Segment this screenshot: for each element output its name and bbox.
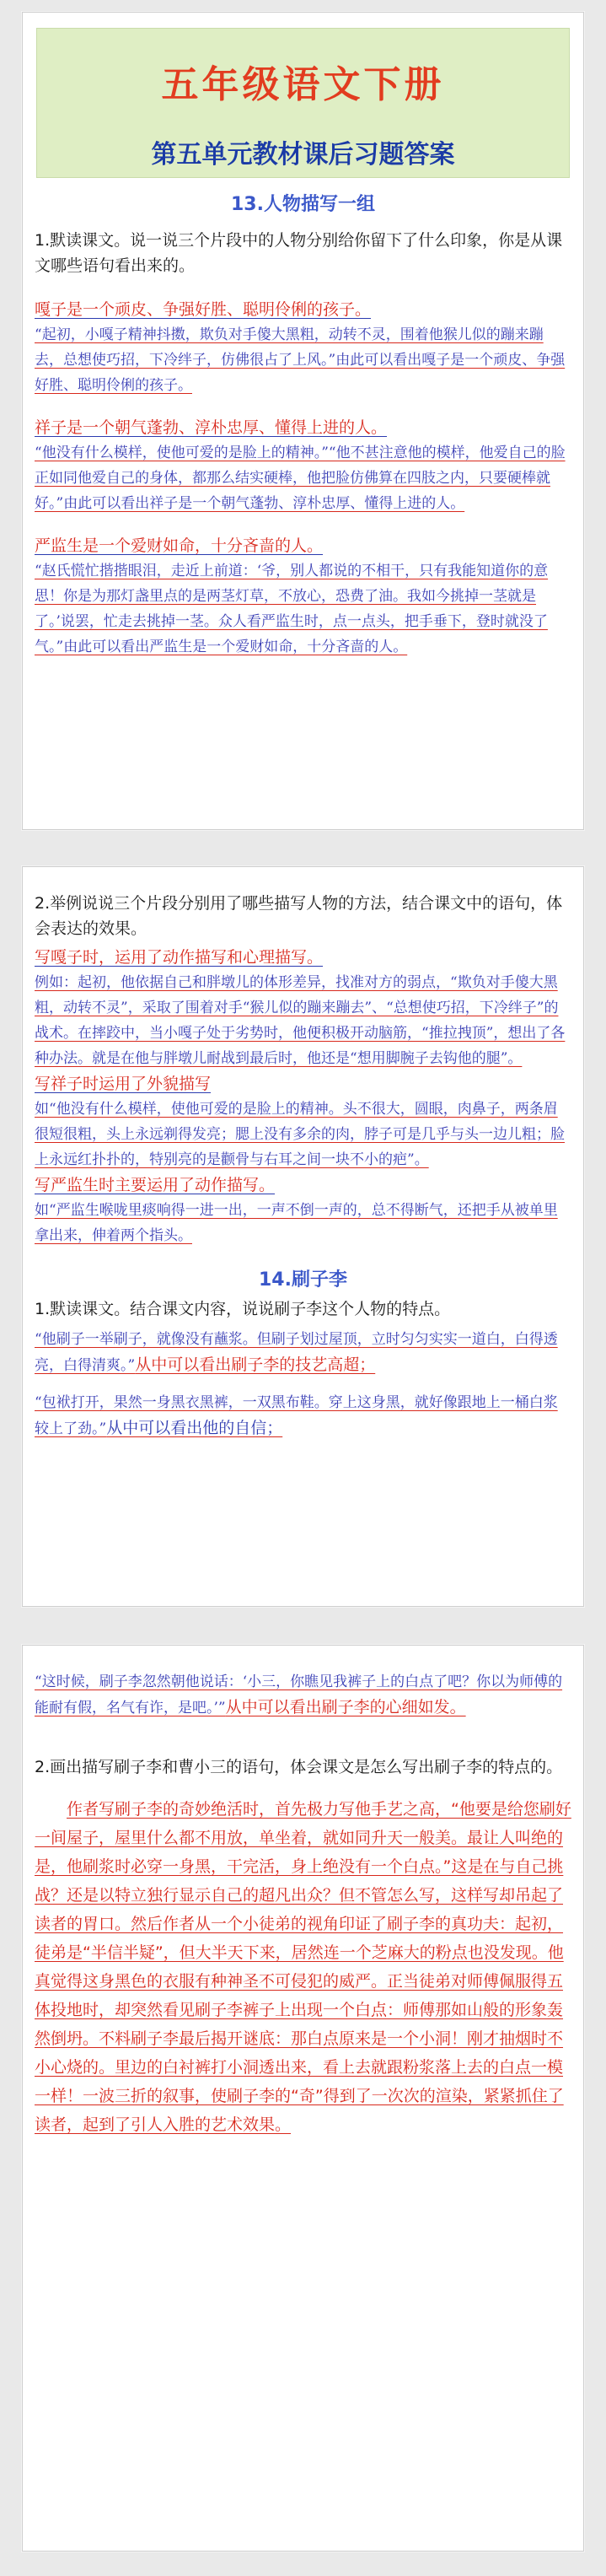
lesson-13-question-2: 2.举例说说三个片段分别用了哪些描写人物的方法，结合课文中的语句，体会表达的效果。 (35, 894, 563, 938)
answer-14-1-meticulous: “这时候，刷子李忽然朝他说话：‘小三，你瞧见我裤子上的白点了吧？你以为师傅的能耐有假，名气有诈，是吧。’”从中可以看出刷子李的心细如发。 (35, 1673, 563, 1716)
lesson-14-title: 14.刷子李 (259, 1269, 347, 1291)
header-banner (36, 28, 570, 178)
lesson-14-question-2: 2.画出描写刷子李和曹小三的语句，体会课文是怎么写出刷子李的特点的。 (35, 1758, 563, 1776)
answer-yanjiansheng-heading: 严监生是一个爱财如命，十分吝啬的人。 (35, 536, 324, 555)
answer-2-gazi-heading: 写嘎子时，运用了动作描写和心理描写。 (35, 948, 324, 967)
answer-xiangzi-heading: 祥子是一个朝气蓬勃、淳朴忠厚、懂得上进的人。 (35, 418, 388, 437)
lesson-13-title: 13.人物描写一组 (231, 194, 375, 215)
page-subtitle: 第五单元教材课后习题答案 (151, 140, 455, 170)
answer-card-1 (22, 12, 584, 830)
answer-14-2: 作者写刷子李的奇妙绝活时，首先极力写他手艺之高，“他要是给您刷好一间屋子，屋里什么都不用放，单坐着，就如同升天一般美。最让人叫绝的是，他刷浆时必穿一身黑，干完活，身上绝没有一个白点。”这是在与自己挑战？还是以特立独行显示自己的超凡出众？但不管怎么写，这样写却吊起了读者的胃口。然后作者从一个小徒弟的视角印证了刷子李的真功夫：起初，徒弟是“半信半疑”，但大半天下来，居然连一个芝麻大的粉点也没发现。他真觉得这身黑色的衣服有种神圣不可侵犯的威严。正当徒弟对师傅佩服得五体投地时，却突然看见刷子李裤子上出现一个白点：师傅那如山般的形象轰然倒坍。不料刷子李最后揭开谜底：那白点原来是一个小洞！刚才抽烟时不小心烧的。里边的白衬裤打小洞透出来，看上去就跟粉浆落上去的白点一模一样！一波三折的叙事，使刷子李的“奇”得到了一次次的渲染，紧紧抓住了读者，起到了引人入胜的艺术效果。 (35, 1800, 571, 2134)
answer-card-3 (22, 1645, 584, 2552)
page-title: 五年级语文下册 (161, 63, 445, 106)
answer-2-xiangzi-example: 如“他没有什么模样，使他可爱的是脸上的精神。头不很大，圆眼，肉鼻子，两条眉很短很粗，头上永远剃得发亮；腮上没有多余的肉，脖子可是几乎与头一边儿粗；脸上永远红扑扑的，特别亮的是颧骨与右耳之间一块不小的疤”。 (35, 1101, 565, 1168)
answer-card-2 (22, 866, 584, 1607)
lesson-13-question-1: 1.默读课文。说一说三个片段中的人物分别给你留下了什么印象，你是从课文哪些语句看出来的。 (35, 231, 563, 275)
answer-yanjiansheng-evidence: “赵氏慌忙揩揩眼泪，走近上前道：‘爷，别人都说的不相干，只有我能知道你的意思！你是为那灯盏里点的是两茎灯草，不放心，恐费了油。我如今挑掉一茎就是了。’说罢，忙走去挑掉一茎。众人看严监生时，点一点头，把手垂下，登时就没了气。”由此可以看出严监生是一个爱财如命，十分吝啬的人。 (35, 563, 549, 655)
answer-2-xiangzi-heading: 写祥子时运用了外貌描写 (35, 1075, 212, 1093)
answer-2-yanjiansheng-heading: 写严监生时主要运用了动作描写。 (35, 1176, 276, 1194)
answer-2-yanjiansheng-example: 如“严监生喉咙里痰响得一进一出，一声不倒一声的，总不得断气，还把手从被单里拿出来，伸着两个指头。 (35, 1202, 558, 1244)
answer-2-gazi-example: 例如：起初，他依据自己和胖墩儿的体形差异，找准对方的弱点，“欺负对手傻大黑粗，动转不灵”，采取了围着对手“猴儿似的蹦来蹦去”、“总想使巧招，下冷绊子”的战术。在摔跤中，当小嘎子处于劣势时，他便积极开动脑筋，“推拉拽顶”，想出了各种办法。就是在他与胖墩儿耐战到最后时，他还是“想用脚腕子去钩他的腿”。 (35, 974, 566, 1067)
lesson-14-question-1: 1.默读课文。结合课文内容，说说刷子李这个人物的特点。 (35, 1300, 451, 1318)
answer-gazi-heading: 嘎子是一个顽皮、争强好胜、聪明伶俐的孩子。 (35, 300, 372, 319)
answer-14-1-skill: “他刷子一举刷子，就像没有蘸浆。但刷子划过屋顶，立时匀匀实实一道白，白得透亮，白得清爽。”从中可以看出刷子李的技艺高超； (35, 1331, 558, 1374)
answer-gazi-evidence: “起初，小嘎子精神抖擞，欺负对手傻大黑粗，动转不灵，围着他猴儿似的蹦来蹦去，总想使巧招，下冷绊子，仿佛很占了上风。”由此可以看出嘎子是一个顽皮、争强好胜、聪明伶俐的孩子。 (35, 326, 566, 394)
answer-xiangzi-evidence: “他没有什么模样，使他可爱的是脸上的精神。”“他不甚注意他的模样，他爱自己的脸正如同他爱自己的身体，都那么结实硬棒，他把脸仿佛算在四肢之内，只要硬棒就好。”由此可以看出祥子是一个朝气蓬勃、淳朴忠厚、懂得上进的人。 (35, 445, 566, 512)
answer-14-1-confidence: “包袱打开，果然一身黑衣黑裤，一双黑布鞋。穿上这身黑，就好像跟地上一桶白浆较上了劲。”从中可以看出他的自信； (35, 1394, 558, 1437)
